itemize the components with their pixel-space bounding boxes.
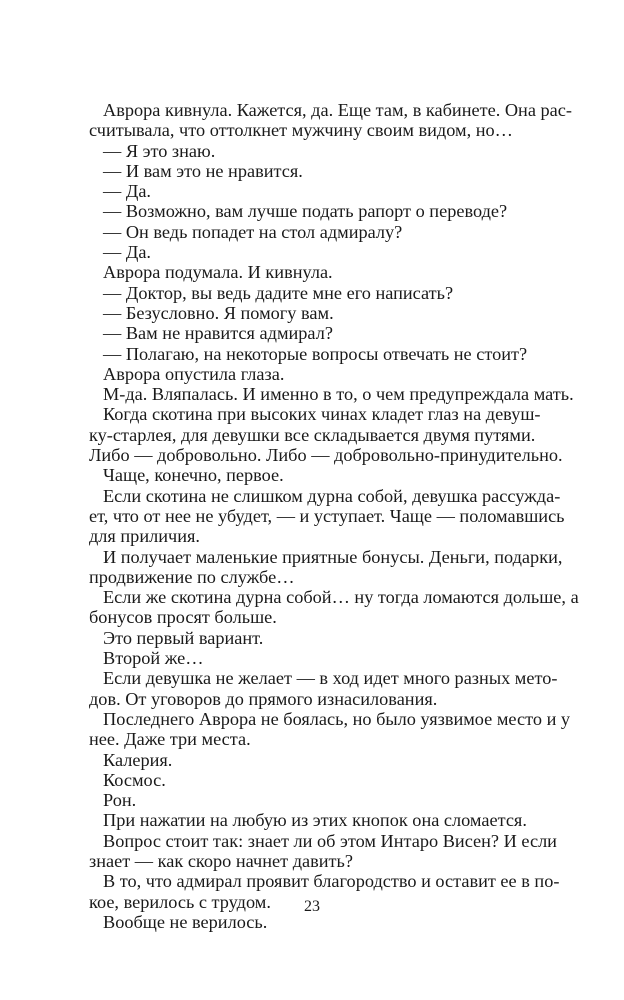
text-line: Космос. <box>103 769 166 790</box>
text-line: считывала, что оттолкнет мужчину своим видом, но… <box>89 120 513 141</box>
text-line: Это первый вариант. <box>103 627 264 648</box>
text-line: нее. Даже три места. <box>89 729 251 750</box>
text-line: — И вам это не нравится. <box>103 160 303 181</box>
page-number: 23 <box>304 898 320 915</box>
text-line: для приличия. <box>89 526 200 547</box>
text-line: бонусов просят больше. <box>89 607 277 628</box>
text-line: Чаще, конечно, первое. <box>103 465 284 486</box>
text-line: Если же скотина дурна собой… ну тогда ломаются дольше, а <box>103 587 579 608</box>
text-line: Последнего Аврора не боялась, но было уязвимое место и у <box>103 708 571 729</box>
text-line: — Доктор, вы ведь дадите мне его написать? <box>103 282 454 303</box>
text-line: — Он ведь попадет на стол адмиралу? <box>103 221 403 242</box>
text-line: — Вам не нравится адмирал? <box>103 323 333 344</box>
text-line: Аврора опустила глаза. <box>103 363 285 384</box>
text-line: — Возможно, вам лучше подать рапорт о переводе? <box>103 201 508 222</box>
text-line: В то, что адмирал проявит благородство и оставит ее в по- <box>103 871 560 892</box>
text-line: знает — как скоро начнет давить? <box>89 850 353 871</box>
text-line: Аврора подумала. И кивнула. <box>103 262 333 283</box>
text-line: — Безусловно. Я помогу вам. <box>103 302 334 323</box>
text-line: — Да. <box>103 181 152 202</box>
text-line: Вообще не верилось. <box>103 911 268 932</box>
text-line: Калерия. <box>103 749 173 770</box>
text-line: — Я это знаю. <box>103 140 216 161</box>
text-line: дов. От уговоров до прямого изнасилования. <box>89 688 438 709</box>
text-line: И получает маленькие приятные бонусы. Деньги, подарки, <box>103 546 563 567</box>
text-line: Если девушка не желает — в ход идет много разных мето- <box>103 668 558 689</box>
text-line: Второй же… <box>103 648 204 669</box>
text-line: ку-старлея, для девушки все складывается двумя путями. <box>89 424 536 445</box>
text-line: кое, верилось с трудом. <box>89 891 271 912</box>
text-line: ет, что от нее не убудет, — и уступает. Чаще — поломавшись <box>89 505 565 526</box>
text-line: Если скотина не слишком дурна собой, девушка рассужда- <box>103 485 561 506</box>
body-text <box>89 100 579 932</box>
text-line: При нажатии на любую из этих кнопок она сломается. <box>103 810 527 831</box>
text-line: Аврора кивнула. Кажется, да. Еще там, в кабинете. Она рас- <box>103 100 572 120</box>
text-line: Вопрос стоит так: знает ли об этом Интаро Висен? И если <box>103 830 557 851</box>
text-line: Либо — добровольно. Либо — добровольно-принудительно. <box>89 445 563 466</box>
text-line: Когда скотина при высоких чинах кладет глаз на девуш- <box>103 404 541 425</box>
text-line: М-да. Вляпалась. И именно в то, о чем предупреждала мать. <box>103 384 574 405</box>
text-line: — Да. <box>103 242 152 263</box>
text-line: Рон. <box>103 790 137 811</box>
text-line: — Полагаю, на некоторые вопросы отвечать не стоит? <box>103 343 528 364</box>
text-line: продвижение по службе… <box>89 566 295 587</box>
